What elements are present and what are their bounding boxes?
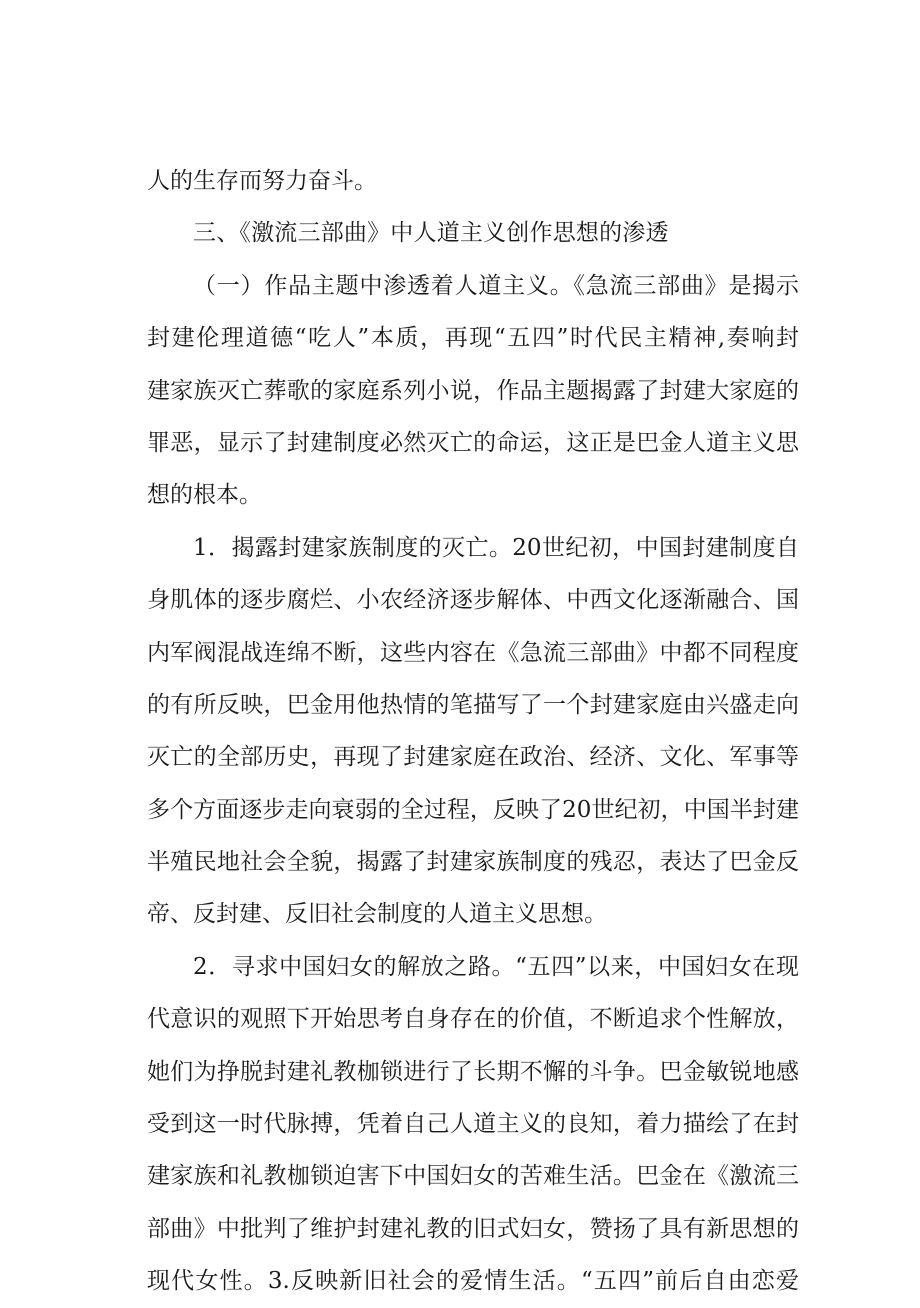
paragraph-line: 人的生存而努力奋斗。 [147,168,377,194]
paragraph-line: 建家族灭亡葬歌的家庭系列小说，作品主题揭露了封建大家庭的 [147,377,799,404]
paragraph-line: 受到这一时代脉搏，凭着自己人道主义的良知，着力描绘了在封 [147,1111,799,1138]
paragraph-line: 部曲》中批判了维护封建礼教的旧式妇女，赞扬了具有新思想的 [147,1215,799,1242]
paragraph-line: 她们为挣脱封建礼教枷锁进行了长期不懈的斗争。巴金敏锐地感 [147,1058,799,1085]
section-heading: 三、《激流三部曲》中人道主义创作思想的渗透 [193,220,669,247]
paragraph-line: 封建伦理道德“吃人”本质，再现“五四”时代民主精神,奏响封 [147,325,799,352]
paragraph-line: 2．寻求中国妇女的解放之路。“五四”以来，中国妇女在现 [193,953,799,980]
paragraph-line: 想的根本。 [147,482,262,509]
document-body [147,155,799,1308]
paragraph-line: 半殖民地社会全貌，揭露了封建家族制度的残忍，表达了巴金反 [147,849,799,876]
paragraph-line: 罪恶，显示了封建制度必然灭亡的命运，这正是巴金人道主义思 [147,429,799,456]
paragraph-line: 现代女性。3.反映新旧社会的爱情生活。“五四”前后自由恋爱 [147,1268,799,1295]
paragraph-line: 的有所反映，巴金用他热情的笔描写了一个封建家庭由兴盛走向 [147,691,799,718]
paragraph-line: 帝、反封建、反旧社会制度的人道主义思想。 [147,901,607,928]
paragraph-line: 建家族和礼教枷锁迫害下中国妇女的苦难生活。巴金在《激流三 [147,1163,799,1190]
paragraph-line: 多个方面逐步走向衰弱的全过程，反映了20世纪初，中国半封建 [147,796,799,823]
paragraph-line: 代意识的观照下开始思考自身存在的价值，不断追求个性解放， [147,1006,799,1033]
paragraph-line: 灭亡的全部历史，再现了封建家庭在政治、经济、文化、军事等 [147,744,799,771]
paragraph-line: 内军阀混战连绵不断，这些内容在《急流三部曲》中都不同程度 [147,639,799,666]
paragraph-line: 身肌体的逐步腐烂、小农经济逐步解体、中西文化逐渐融合、国 [147,587,799,614]
paragraph-line: （一）作品主题中渗透着人道主义。《急流三部曲》是揭示 [193,272,799,299]
paragraph-line: 1．揭露封建家族制度的灭亡。20世纪初，中国封建制度自 [193,534,799,561]
